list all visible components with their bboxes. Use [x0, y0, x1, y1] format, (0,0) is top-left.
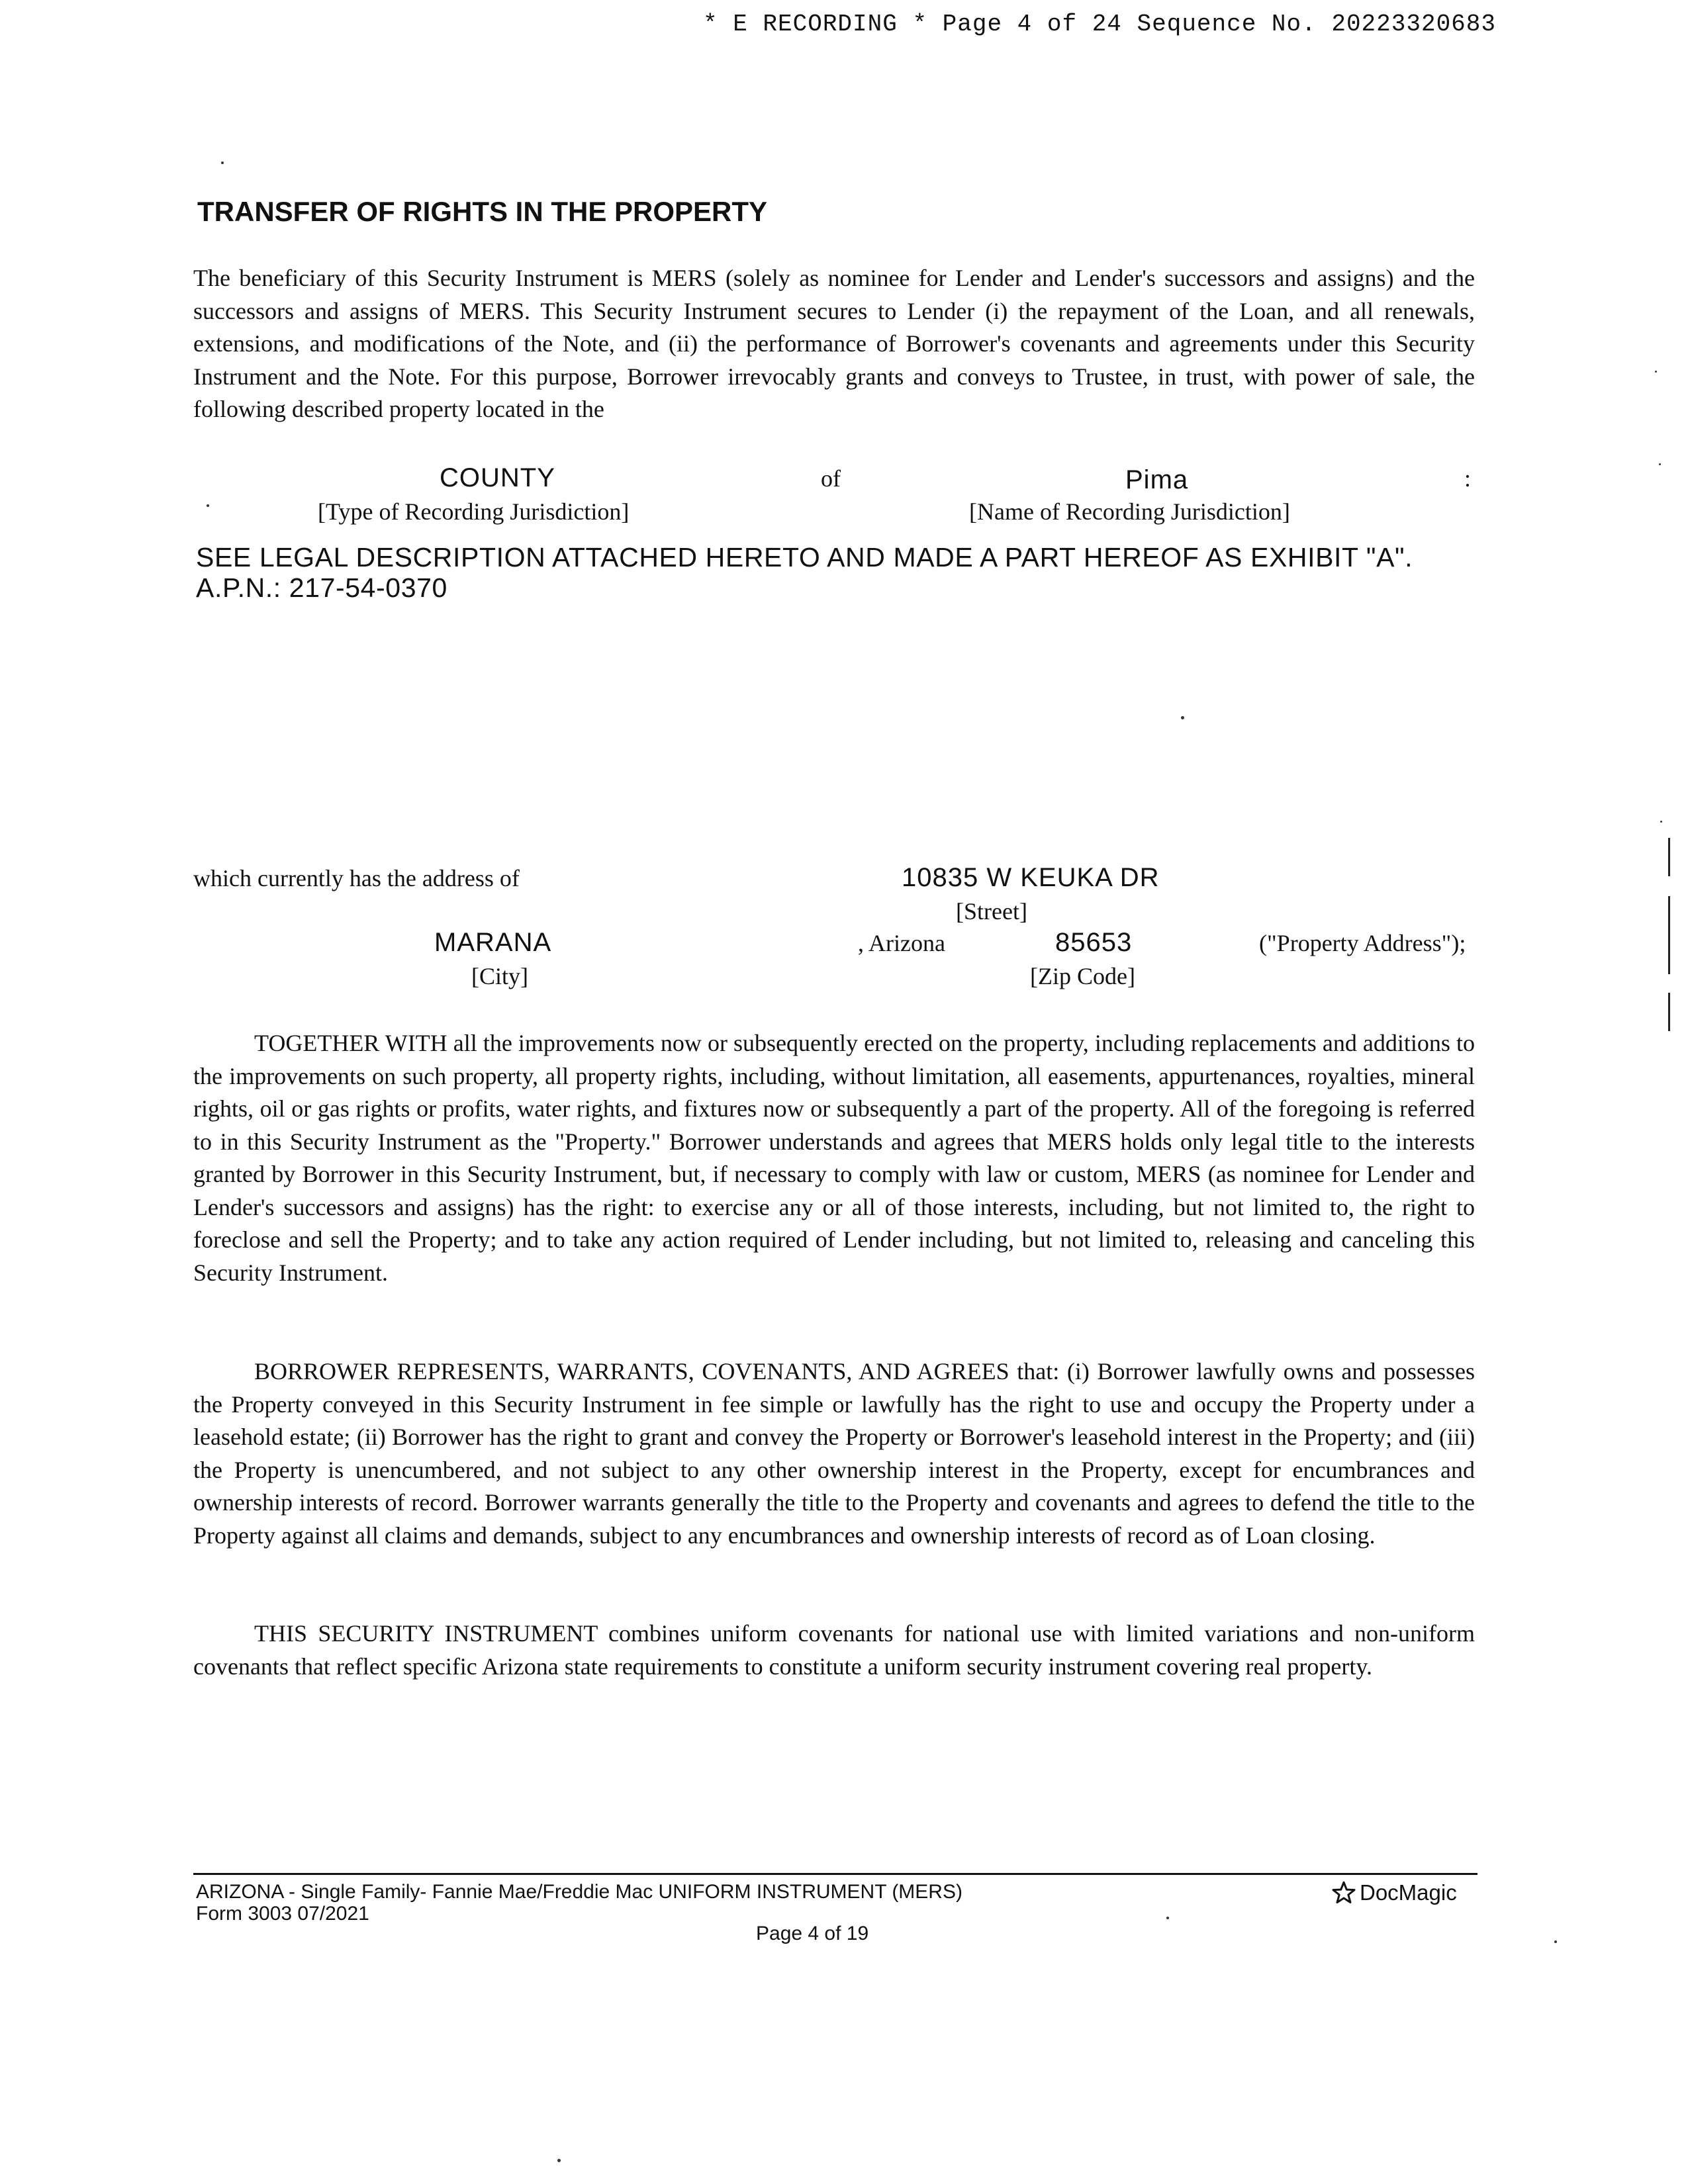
together-with-paragraph: TOGETHER WITH all the improvements now or subsequently erected on the property, including replacements and additions to the improvements on such property, all property rights, including, without limitation, all easements, appurtenances, royalties, mineral rights, oil or gas rights or profits, water rights, and fixtures now or subsequently a part of the property. All of the foregoing is referred to in this Security Instrument as the "Property." Borrower understands and agrees that MERS holds only legal title to the interests granted by Borrower in this Security Instrument, but, if necessary to comply with law or custom, MERS (as nominee for Lender and Lender's successors and assigns) has the right: to exercise any or all of those interests, including, but not limited to, the right to foreclose and sell the Property; and to take any action required of Lender including, but not limited to, releasing and canceling this Security Instrument.: [193, 1030, 1475, 1286]
scan-speck: [221, 161, 224, 164]
property-address-label: ("Property Address");: [1259, 930, 1466, 956]
address-intro-label: which currently has the address of: [193, 865, 520, 891]
section-heading: TRANSFER OF RIGHTS IN THE PROPERTY: [197, 196, 768, 227]
recording-header: * E RECORDING * Page 4 of 24 Sequence No. 20223320683: [703, 11, 1496, 38]
footer-form-number: Form 3003 07/2021: [196, 1903, 369, 1925]
jurisdiction-colon: :: [1464, 465, 1472, 492]
city-value: MARANA: [434, 928, 552, 957]
zip-value: 85653: [1055, 928, 1133, 957]
scan-speck: [1659, 463, 1661, 465]
borrower-represents-paragraph: BORROWER REPRESENTS, WARRANTS, COVENANTS, AND AGREES that: (i) Borrower lawfully owns and possesses the Property conveyed in this Security Instrument in fee simple or lawfully has the right to use and occupy the Property under a leasehold estate; (ii) Borrower has the right to grant and convey the Property or Borrower's leasehold interest in the Property; and (iii) the Property is unencumbered, and not subject to any other ownership interest in the Property, except for encumbrances and ownership interests of record. Borrower warrants generally the title to the Property and covenants and agrees to defend the title to the Property against all claims and demands, subject to any encumbrances and ownership interests of record as of Loan closing.: [193, 1358, 1475, 1549]
scan-speck: [1181, 716, 1184, 719]
scan-edge-mark: [1668, 896, 1670, 974]
jurisdiction-type-caption: [Type of Recording Jurisdiction]: [318, 498, 630, 525]
scan-speck: [1655, 371, 1657, 373]
street-value: 10835 W KEUKA DR: [902, 863, 1160, 892]
scan-speck: [557, 2159, 561, 2162]
docmagic-logo: [1331, 1880, 1457, 1906]
jurisdiction-name-value: Pima: [1125, 465, 1189, 494]
scan-speck: [1660, 821, 1662, 823]
footer-divider: [193, 1873, 1477, 1875]
street-caption: [Street]: [956, 898, 1027, 925]
state-label: , Arizona: [858, 930, 945, 956]
legal-description-line: SEE LEGAL DESCRIPTION ATTACHED HERETO AND MADE A PART HEREOF AS EXHIBIT "A".: [196, 542, 1413, 572]
jurisdiction-name-caption: [Name of Recording Jurisdiction]: [969, 498, 1290, 525]
scan-speck: [1166, 1917, 1169, 1919]
intro-paragraph: The beneficiary of this Security Instrument is MERS (solely as nominee for Lender and Lender's successors and assigns) and the successors and assigns of MERS. This Security Instrument secures to Lender (i) the repayment of the Loan, and all renewals, extensions, and modifications of the Note, and (ii) the performance of Borrower's covenants and agreements under this Security Instrument and the Note. For this purpose, Borrower irrevocably grants and conveys to Trustee, in trust, with power of sale, the following described property located in the: [193, 265, 1475, 422]
footer-page-number: Page 4 of 19: [756, 1923, 869, 1944]
scan-speck: [1554, 1940, 1557, 1943]
city-caption: [City]: [471, 963, 528, 989]
scan-edge-mark: [1668, 993, 1670, 1031]
footer-form-title: ARIZONA - Single Family- Fannie Mae/Freddie Mac UNIFORM INSTRUMENT (MERS): [196, 1881, 962, 1903]
security-instrument-paragraph: THIS SECURITY INSTRUMENT combines uniform covenants for national use with limited variations and non-uniform covenants that reflect specific Arizona state requirements to constitute a uniform security instrument covering real property.: [193, 1620, 1475, 1680]
star-outline-icon: [1331, 1880, 1357, 1906]
scan-edge-mark: [1668, 838, 1670, 876]
jurisdiction-of-label: of: [821, 465, 841, 492]
jurisdiction-type-value: COUNTY: [440, 463, 555, 492]
scan-speck: [207, 504, 209, 507]
docmagic-brand-text: DocMagic: [1360, 1880, 1457, 1905]
zip-caption: [Zip Code]: [1030, 963, 1135, 989]
apn-line: A.P.N.: 217-54-0370: [196, 572, 447, 603]
